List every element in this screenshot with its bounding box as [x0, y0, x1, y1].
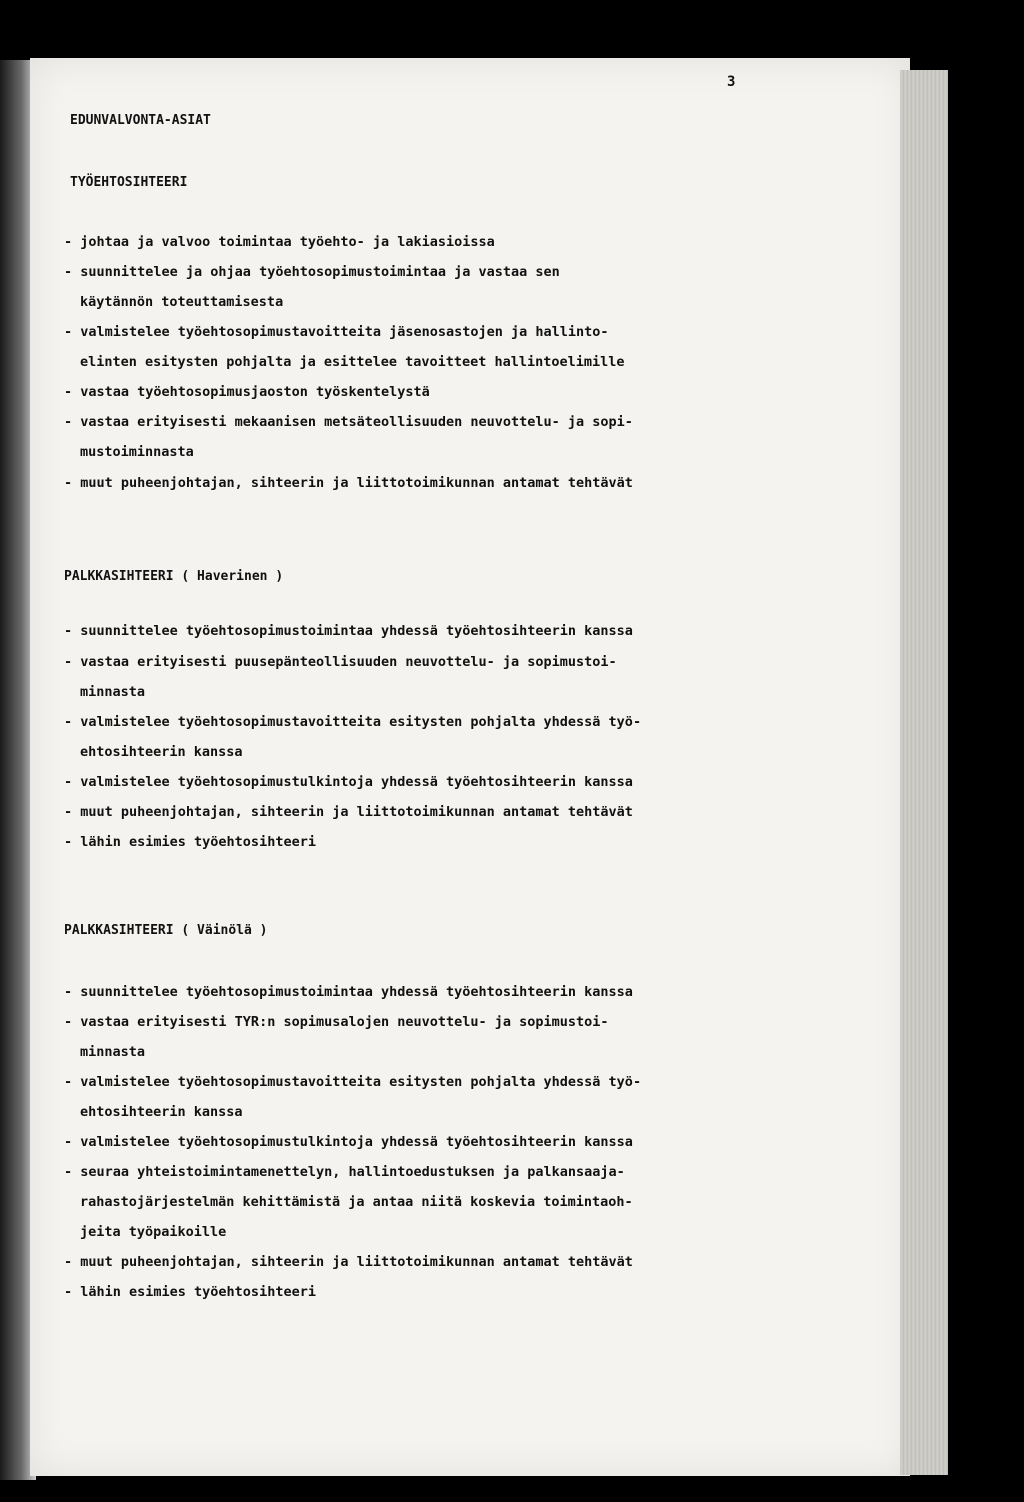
list-item: - lähin esimies työehtosihteeri: [64, 1284, 316, 1300]
list-item-continuation: käytännön toteuttamisesta: [80, 294, 284, 310]
list-item: - muut puheenjohtajan, sihteerin ja liittotoimikunnan antamat tehtävät: [64, 804, 633, 820]
list-item-continuation: minnasta: [80, 684, 146, 700]
list-item: - valmistelee työehtosopimustulkintoja yhdessä työehtosihteerin kanssa: [64, 1134, 633, 1150]
list-item: - suunnittelee työehtosopimustoimintaa yhdessä työehtosihteerin kanssa: [64, 984, 633, 1000]
list-item: - valmistelee työehtosopimustavoitteita esitysten pohjalta yhdessä työ-: [64, 714, 642, 730]
list-item-continuation: minnasta: [80, 1044, 146, 1060]
list-item: - valmistelee työehtosopimustulkintoja yhdessä työehtosihteerin kanssa: [64, 774, 633, 790]
list-item: - lähin esimies työehtosihteeri: [64, 834, 316, 850]
list-item-continuation: ehtosihteerin kanssa: [80, 744, 243, 760]
list-item: - vastaa erityisesti puusepänteollisuuden neuvottelu- ja sopimustoi-: [64, 654, 617, 670]
list-item-continuation: jeita työpaikoille: [80, 1224, 227, 1240]
list-item: - suunnittelee työehtosopimustoimintaa yhdessä työehtosihteerin kanssa: [64, 623, 633, 639]
list-item: - valmistelee työehtosopimustavoitteita jäsenosastojen ja hallinto-: [64, 324, 609, 340]
section-heading-palkkasihteeri-haverinen: PALKKASIHTEERI ( Haverinen ): [64, 569, 284, 584]
list-item-continuation: elinten esitysten pohjalta ja esittelee tavoitteet hallintoelimille: [80, 354, 625, 370]
list-item: - seuraa yhteistoimintamenettelyn, hallintoedustuksen ja palkansaaja-: [64, 1164, 625, 1180]
list-item: - suunnittelee ja ohjaa työehtosopimustoimintaa ja vastaa sen: [64, 264, 560, 280]
list-item-continuation: rahastojärjestelmän kehittämistä ja antaa niitä koskevia toimintaoh-: [80, 1194, 633, 1210]
list-item: - vastaa erityisesti mekaanisen metsäteollisuuden neuvottelu- ja sopi-: [64, 414, 633, 430]
section-heading-palkkasihteeri-vainola: PALKKASIHTEERI ( Väinölä ): [64, 923, 268, 938]
page-edges: [900, 70, 948, 1475]
list-item: - muut puheenjohtajan, sihteerin ja liittotoimikunnan antamat tehtävät: [64, 1254, 633, 1270]
list-item: - valmistelee työehtosopimustavoitteita esitysten pohjalta yhdessä työ-: [64, 1074, 642, 1090]
page-number: 3: [727, 74, 736, 90]
list-item: - vastaa erityisesti TYR:n sopimusalojen neuvottelu- ja sopimustoi-: [64, 1014, 609, 1030]
list-item: - vastaa työehtosopimusjaoston työskentelystä: [64, 384, 430, 400]
list-item-continuation: ehtosihteerin kanssa: [80, 1104, 243, 1120]
list-item: - muut puheenjohtajan, sihteerin ja liittotoimikunnan antamat tehtävät: [64, 475, 633, 491]
list-item-continuation: mustoiminnasta: [80, 444, 194, 460]
document-title: EDUNVALVONTA-ASIAT: [70, 113, 211, 128]
list-item: - johtaa ja valvoo toimintaa työehto- ja lakiasioissa: [64, 234, 495, 250]
section-heading-tyoehtosihteeri: TYÖEHTOSIHTEERI: [70, 175, 188, 190]
